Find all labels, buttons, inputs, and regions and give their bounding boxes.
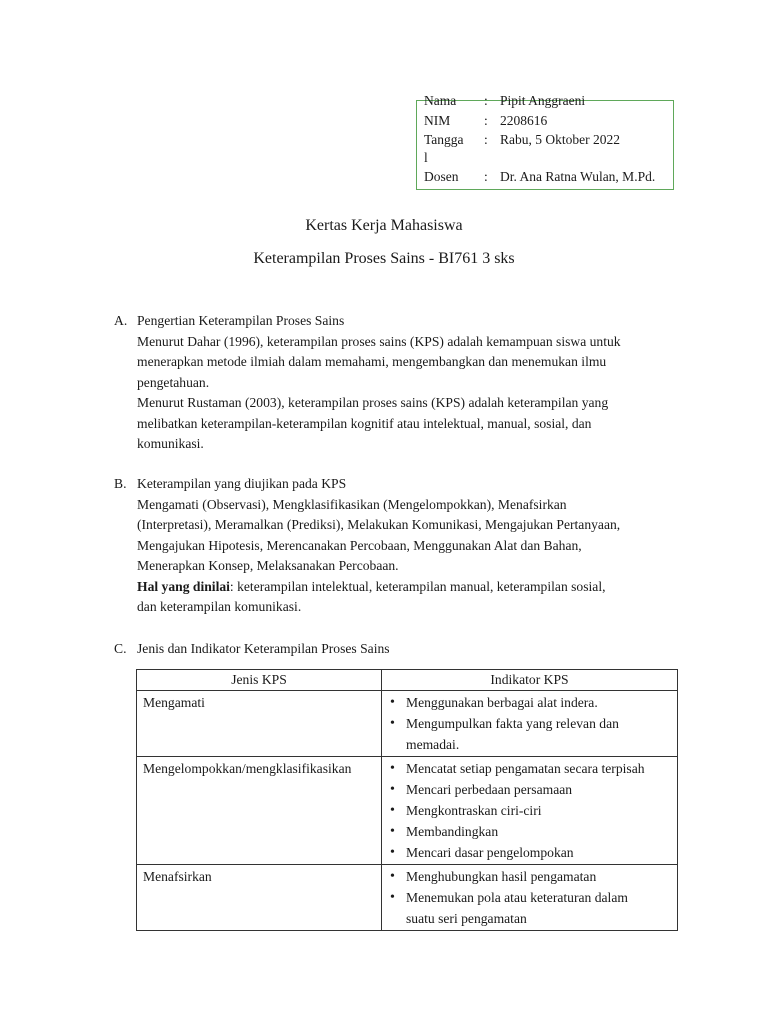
indicator-item (382, 800, 677, 821)
indicator-text: • Menghubungkan hasil pengamatan (406, 869, 597, 884)
paragraph-line: Menurut Dahar (1996), keterampilan proses sains (KPS) adalah kemampuan siswa untuk (137, 333, 621, 349)
paragraph-line: menerapkan metode ilmiah dalam memahami, mengembangkan dan menemukan ilmu (137, 354, 607, 369)
indicator-list (382, 865, 677, 930)
paragraph-line: Mengamati (Observasi), Mengklasifikasikan (Mengelompokkan), Menafsirkan (137, 496, 567, 512)
jenis-cell: Mengamati (137, 691, 382, 757)
info-label: NIM (424, 113, 451, 128)
indikator-cell (382, 691, 678, 757)
page-title: Kertas Kerja Mahasiswa (305, 217, 463, 234)
indicator-text: • Membandingkan (406, 824, 499, 839)
section-heading: Keterampilan yang diujikan pada KPS (137, 476, 347, 491)
section-c-body (137, 639, 677, 660)
indicator-list (382, 757, 677, 864)
indicator-text: • Mengumpulkan fakta yang relevan dan (406, 716, 619, 731)
indicator-item (382, 842, 677, 863)
indicator-item (382, 866, 677, 887)
paragraph-line: dan keterampilan komunikasi. (137, 599, 302, 614)
section-letter: B. (114, 476, 127, 491)
indicator-list (382, 691, 677, 756)
assessment-label: Hal yang dinilai (137, 578, 230, 594)
table-row (137, 865, 678, 931)
indikator-cell (382, 757, 678, 865)
paragraph-line: komunikasi. (137, 436, 204, 451)
paragraph-line: Menurut Rustaman (2003), keterampilan proses sains (KPS) adalah keterampilan yang (137, 395, 609, 410)
paragraph-line: pengetahuan. (137, 374, 210, 390)
info-colon: : (484, 113, 488, 128)
indicator-text: • Mengkontraskan ciri-ciri (406, 803, 542, 818)
info-colon: : (484, 169, 488, 184)
assessment-line (137, 577, 677, 598)
indicator-item (382, 887, 677, 929)
info-colon: : (484, 93, 488, 108)
info-colon: : (484, 132, 488, 147)
info-label: Dosen (424, 169, 459, 184)
kps-table (136, 669, 678, 931)
indicator-item (382, 758, 677, 779)
paragraph-line: Menerapkan Konsep, Melaksanakan Percobaan. (137, 558, 399, 573)
section-b-body (137, 474, 677, 618)
section-letter: C. (114, 641, 127, 656)
indicator-text: • Menemukan pola atau keteraturan dalam (406, 890, 628, 905)
indicator-item (382, 779, 677, 800)
indicator-text: • Mencari dasar pengelompokan (406, 845, 574, 860)
info-label: Tangga (424, 132, 464, 147)
indicator-text: suatu seri pengamatan (406, 911, 527, 926)
indicator-item (382, 692, 677, 713)
indicator-text: • Menggunakan berbagai alat indera. (406, 695, 598, 710)
column-header-indikator: Indikator KPS (382, 670, 678, 691)
paragraph-line: (Interpretasi), Meramalkan (Prediksi), Melakukan Komunikasi, Mengajukan Pertanyaan, (137, 517, 621, 532)
info-label-continuation: l (424, 150, 428, 165)
section-heading: Pengertian Keterampilan Proses Sains (137, 313, 345, 328)
section-heading: Jenis dan Indikator Keterampilan Proses Sains (137, 641, 390, 656)
jenis-cell: Menafsirkan (137, 865, 382, 931)
indicator-item (382, 821, 677, 842)
indicator-text: • Mencari perbedaan persamaan (406, 782, 573, 797)
page-subtitle: Keterampilan Proses Sains - BI761 3 sks (253, 250, 515, 267)
section-a-body (137, 311, 677, 455)
indicator-text: memadai. (406, 737, 460, 752)
paragraph-line: melibatkan keterampilan-keterampilan kognitif atau intelektual, manual, sosial, dan (137, 415, 592, 431)
indicator-item (382, 713, 677, 755)
indikator-cell (382, 865, 678, 931)
table-row (137, 757, 678, 865)
info-value-name: Pipit Anggraeni (500, 93, 586, 108)
info-label: Nama (424, 93, 457, 108)
info-value-lecturer: Dr. Ana Ratna Wulan, M.Pd. (500, 169, 656, 184)
table-row (137, 691, 678, 757)
table-header-row (137, 670, 678, 691)
jenis-cell: Mengelompokkan/mengklasifikasikan (137, 757, 382, 865)
info-value-date: Rabu, 5 Oktober 2022 (500, 132, 620, 147)
section-letter: A. (114, 313, 128, 328)
column-header-jenis: Jenis KPS (137, 670, 382, 691)
assessment-text: : keterampilan intelektual, keterampilan manual, keterampilan sosial, (229, 578, 606, 594)
indicator-text: • Mencatat setiap pengamatan secara terpisah (406, 761, 645, 776)
paragraph-line: Mengajukan Hipotesis, Merencanakan Percobaan, Menggunakan Alat dan Bahan, (137, 537, 582, 553)
info-value-nim: 2208616 (500, 113, 548, 128)
